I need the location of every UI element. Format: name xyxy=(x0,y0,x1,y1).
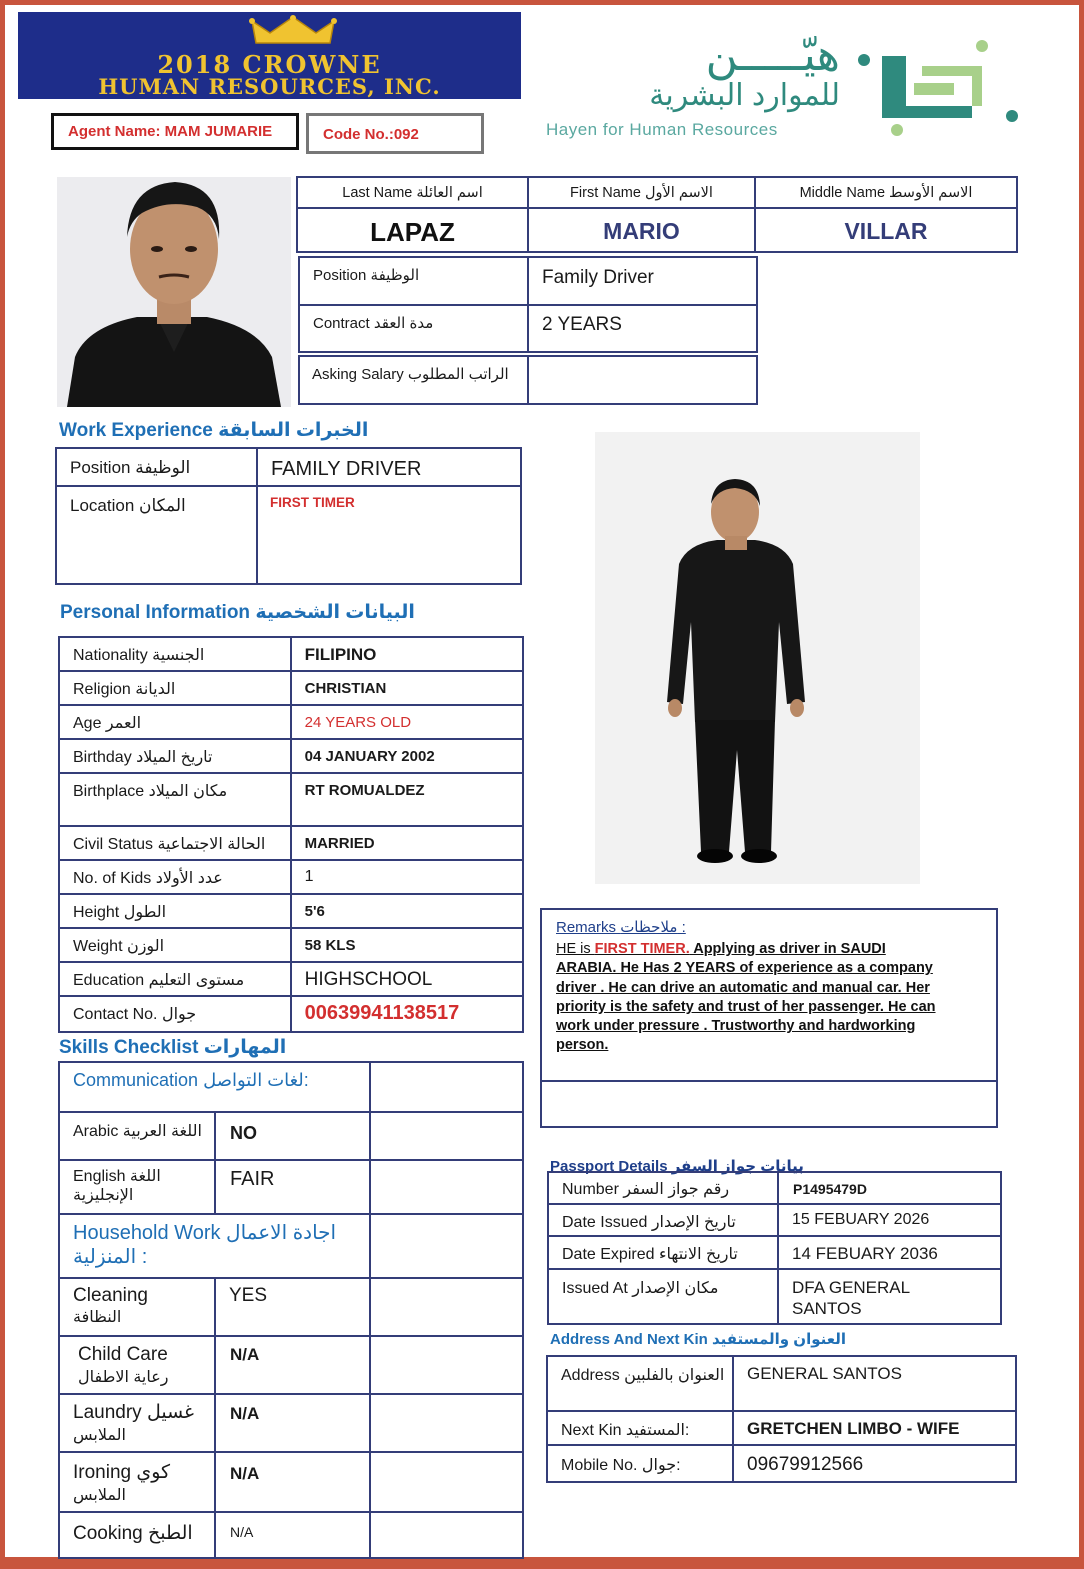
age-value: 24 YEARS OLD xyxy=(304,714,412,731)
we-location-label: Location المكان xyxy=(70,496,186,515)
personal-row xyxy=(59,826,523,860)
remarks-line2: ARABIA. He Has 2 YEARS of experience as a company xyxy=(556,960,933,977)
address-value: GENERAL SANTOS xyxy=(747,1364,902,1383)
personal-row xyxy=(59,860,523,894)
nationality-value: FILIPINO xyxy=(304,645,377,664)
mobile-value-cell xyxy=(732,1444,1017,1483)
birthplace-value: RT ROMUALDEZ xyxy=(304,782,425,799)
work-experience-title: Work Experience الخبرات السابقة xyxy=(59,420,369,441)
personal-row xyxy=(59,894,523,928)
passport-number-label-cell xyxy=(547,1171,779,1205)
kin-label: Next Kin المستفيد: xyxy=(561,1422,690,1439)
address-label-cell xyxy=(546,1355,734,1412)
cooking-value: N/A xyxy=(230,1524,254,1540)
contract-label-cell xyxy=(298,304,529,353)
arabic-value: NO xyxy=(230,1123,257,1143)
cleaning-label-cell xyxy=(58,1277,216,1337)
crown-icon xyxy=(248,15,338,47)
code-number-box: Code No.:092 xyxy=(306,113,484,154)
mobile-value: 09679912566 xyxy=(747,1454,864,1475)
household-extra-cell xyxy=(369,1213,524,1279)
kids-label: No. of Kids عدد الأولاد xyxy=(73,870,223,887)
passport-issued-cell xyxy=(777,1203,1002,1237)
first-name-value: MARIO xyxy=(603,218,680,244)
remarks-highlight: FIRST TIMER. xyxy=(594,941,690,957)
remarks-line6: person. xyxy=(556,1037,609,1054)
we-location-label-cell xyxy=(55,485,258,585)
religion-value: CHRISTIAN xyxy=(304,680,387,697)
arabic-extra-cell xyxy=(369,1111,524,1161)
english-label-line1: English اللغة xyxy=(73,1168,161,1185)
hayen-arabic-subtitle: للموارد البشرية xyxy=(649,79,840,112)
we-location-value: FIRST TIMER xyxy=(270,495,355,510)
crowne-logo-banner xyxy=(18,12,521,99)
mobile-label-cell xyxy=(546,1444,734,1483)
passport-expired-cell xyxy=(777,1235,1002,1270)
communication-extra-cell xyxy=(369,1061,524,1113)
cooking-label-cell xyxy=(58,1511,216,1559)
communication-cell xyxy=(58,1061,371,1113)
weight-label: Weight الوزن xyxy=(73,938,165,955)
remarks-divider xyxy=(542,1080,996,1082)
contract-label: Contract مدة العقد xyxy=(313,315,434,332)
first-name-cell xyxy=(527,207,756,253)
remarks-line1: Applying as driver in SAUDI xyxy=(689,941,886,957)
position-label: Position الوظيفة xyxy=(313,267,420,284)
cooking-value-cell xyxy=(214,1511,371,1559)
address-value-cell xyxy=(732,1355,1017,1412)
remarks-prefix: HE is xyxy=(556,941,595,957)
ironing-label-cell xyxy=(58,1451,216,1513)
english-extra-cell xyxy=(369,1159,524,1215)
last-name-label-cell xyxy=(296,176,529,209)
first-name-label: First Name الاسم الأول xyxy=(570,185,713,201)
passport-issued-label-cell xyxy=(547,1203,779,1237)
remarks-line3: driver . He can drive an automatic and manual car. Her xyxy=(556,979,930,996)
civil-status-value: MARRIED xyxy=(304,835,375,852)
agent-name-box: Agent Name: MAM JUMARIE xyxy=(51,113,299,150)
applicant-full-body-photo xyxy=(595,432,920,884)
contact-label: Contact No. جوال xyxy=(73,1006,197,1023)
laundry-label-cell xyxy=(58,1393,216,1453)
arabic-value-cell xyxy=(214,1111,371,1161)
childcare-label-cell xyxy=(58,1335,216,1395)
childcare-label-line2: رعاية الاطفال xyxy=(78,1369,169,1386)
weight-value: 58 KLS xyxy=(304,937,356,954)
cleaning-extra-cell xyxy=(369,1277,524,1337)
english-label-line2: الإنجليزية xyxy=(73,1187,134,1204)
household-label-line2: المنزلية : xyxy=(73,1246,148,1268)
childcare-value: N/A xyxy=(230,1345,260,1364)
hayen-arabic-title: هيّـــــن xyxy=(705,30,840,81)
we-position-label-cell xyxy=(55,447,258,487)
household-label-line1: Household Work اجادة الاعمال xyxy=(73,1222,337,1244)
personal-row xyxy=(59,705,523,739)
position-value-cell xyxy=(527,256,758,306)
passport-issued-value: 15 FEBUARY 2026 xyxy=(792,1211,930,1228)
contract-value: 2 YEARS xyxy=(542,314,622,335)
remarks-label: Remarks ملاحظات : xyxy=(556,919,686,936)
birthplace-label: Birthplace مكان الميلاد xyxy=(73,783,228,800)
birthday-label: Birthday تاريخ الميلاد xyxy=(73,749,213,766)
ironing-value-cell xyxy=(214,1451,371,1513)
personal-row xyxy=(59,773,523,826)
passport-issued-label: Date Issued تاريخ الإصدار xyxy=(562,1214,736,1231)
passport-expired-value: 14 FEBUARY 2036 xyxy=(792,1244,938,1263)
we-position-value-cell xyxy=(256,447,522,487)
personal-row xyxy=(59,996,523,1032)
personal-row xyxy=(59,637,523,671)
last-name-value: LAPAZ xyxy=(370,217,455,247)
hayen-logo-icon xyxy=(852,38,1022,138)
education-value: HIGHSCHOOL xyxy=(304,969,433,990)
cooking-extra-cell xyxy=(369,1511,524,1559)
age-label: Age العمر xyxy=(73,715,142,732)
childcare-value-cell xyxy=(214,1335,371,1395)
first-name-label-cell xyxy=(527,176,756,209)
remarks-box xyxy=(540,908,998,1128)
cleaning-value: YES xyxy=(229,1285,268,1306)
household-cell xyxy=(58,1213,371,1279)
salary-value-cell xyxy=(527,355,758,405)
last-name-label: Last Name اسم العائلة xyxy=(342,185,483,201)
personal-info-table xyxy=(58,636,524,1033)
laundry-label-line1: Laundry غسيل xyxy=(73,1402,194,1423)
personal-row xyxy=(59,671,523,705)
religion-label: Religion الديانة xyxy=(73,681,176,698)
we-position-value: FAMILY DRIVER xyxy=(271,458,422,480)
kin-value-cell xyxy=(732,1410,1017,1446)
we-position-label: Position الوظيفة xyxy=(70,458,191,477)
crowne-line2: HUMAN RESOURCES, INC. xyxy=(98,74,441,99)
height-value: 5'6 xyxy=(304,903,325,920)
last-name-cell xyxy=(296,207,529,253)
personal-info-title: Personal Information البيانات الشخصية xyxy=(60,602,415,623)
cooking-label: Cooking الطبخ xyxy=(73,1523,193,1544)
kin-label-cell xyxy=(546,1410,734,1446)
english-value-cell xyxy=(214,1159,371,1215)
mobile-label: Mobile No. جوال: xyxy=(561,1457,681,1474)
arabic-label: Arabic اللغة العربية xyxy=(73,1123,202,1140)
hayen-english-name: Hayen for Human Resources xyxy=(546,120,778,139)
personal-row xyxy=(59,928,523,962)
contact-value: 00639941138517 xyxy=(304,1002,460,1024)
ironing-label-line2: الملابس xyxy=(73,1487,126,1504)
nationality-label: Nationality الجنسية xyxy=(73,647,205,664)
address-label: Address العنوان بالفلبين xyxy=(561,1367,725,1384)
position-value: Family Driver xyxy=(542,267,654,288)
cleaning-label-line2: النظافة xyxy=(73,1309,122,1326)
height-label: Height الطول xyxy=(73,904,167,921)
skills-title: Skills Checklist المهارات xyxy=(59,1037,287,1058)
middle-name-label-cell xyxy=(754,176,1018,209)
passport-number-value: P1495479D xyxy=(793,1181,867,1197)
passport-issued-at-line1: DFA GENERAL xyxy=(792,1278,911,1297)
passport-issued-at-label: Issued At مكان الإصدار xyxy=(562,1280,719,1297)
ironing-value: N/A xyxy=(230,1464,260,1483)
salary-label: Asking Salary الراتب المطلوب xyxy=(312,366,509,383)
cleaning-label-line1: Cleaning xyxy=(73,1285,148,1306)
childcare-extra-cell xyxy=(369,1335,524,1395)
english-value: FAIR xyxy=(230,1168,275,1190)
ironing-label-line1: Ironing كوي xyxy=(73,1462,171,1483)
passport-number-label: Number رقم جواز السفر xyxy=(562,1181,730,1198)
personal-row xyxy=(59,739,523,773)
passport-expired-label: Date Expired تاريخ الانتهاء xyxy=(562,1246,738,1263)
kids-value: 1 xyxy=(304,868,314,885)
birthday-value: 04 JANUARY 2002 xyxy=(304,748,435,765)
laundry-label-line2: الملابس xyxy=(73,1427,126,1444)
cleaning-value-cell xyxy=(214,1277,371,1337)
kin-value: GRETCHEN LIMBO - WIFE xyxy=(747,1419,960,1438)
address-kin-title: Address And Next Kin العنوان والمستفيد xyxy=(550,1331,846,1348)
passport-number-cell xyxy=(777,1171,1002,1205)
middle-name-cell xyxy=(754,207,1018,253)
education-label: Education مستوى التعليم xyxy=(73,972,245,989)
ironing-extra-cell xyxy=(369,1451,524,1513)
remarks-line4: priority is the safety and trust of her passenger. He can xyxy=(556,998,936,1015)
we-location-value-cell xyxy=(256,485,522,585)
passport-issued-at-line2: SANTOS xyxy=(792,1299,862,1318)
arabic-label-cell xyxy=(58,1111,216,1161)
middle-name-value: VILLAR xyxy=(844,218,928,244)
remarks-text xyxy=(556,940,988,1056)
laundry-value-cell xyxy=(214,1393,371,1453)
civil-status-label: Civil Status الحالة الاجتماعية xyxy=(73,836,266,853)
salary-value xyxy=(529,357,756,366)
passport-issued-at-cell xyxy=(777,1268,1002,1325)
laundry-extra-cell xyxy=(369,1393,524,1453)
personal-row xyxy=(59,962,523,996)
passport-expired-label-cell xyxy=(547,1235,779,1270)
english-label-cell xyxy=(58,1159,216,1215)
passport-issued-at-label-cell xyxy=(547,1268,779,1325)
applicant-portrait-photo xyxy=(57,177,291,407)
communication-label: Communication لغات التواصل: xyxy=(73,1070,309,1090)
remarks-line5: work under pressure . Trustworthy and hardworking xyxy=(556,1018,916,1035)
middle-name-label: Middle Name الاسم الأوسط xyxy=(799,185,973,201)
salary-label-cell xyxy=(298,355,529,405)
position-label-cell xyxy=(298,256,529,306)
childcare-label-line1: Child Care xyxy=(78,1344,168,1365)
crowne-line1: 2018 CROWNE xyxy=(157,50,382,79)
laundry-value: N/A xyxy=(230,1404,260,1423)
passport-title: Passport Details بيانات جواز السفر xyxy=(550,1158,804,1175)
contract-value-cell xyxy=(527,304,758,353)
